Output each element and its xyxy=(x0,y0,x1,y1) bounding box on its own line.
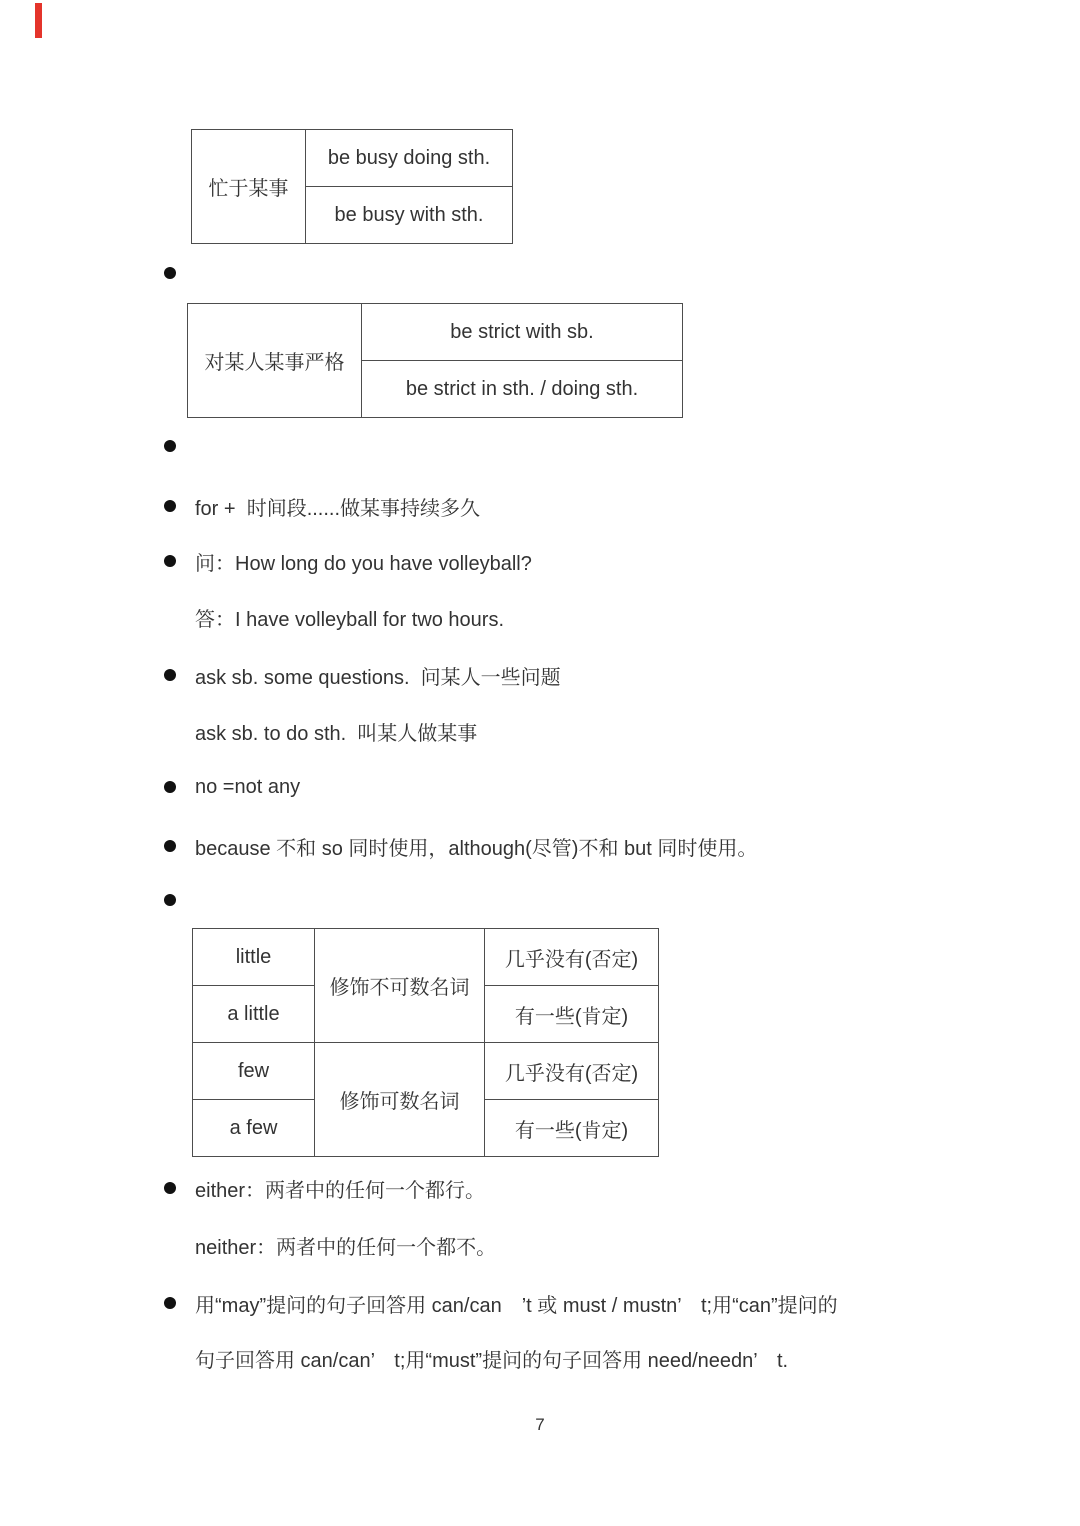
bullet-icon xyxy=(164,1297,176,1309)
list-item-ask-to-do xyxy=(164,717,477,745)
list-item-text: because 不和 so 同时使用，although(尽管)不和 but 同时使用。 xyxy=(195,837,758,860)
list-item-text: neither：两者中的任何一个都不。 xyxy=(195,1236,497,1259)
page-number: 7 xyxy=(535,1415,545,1434)
list-item-for-duration xyxy=(164,492,480,520)
list-item-text: 句子回答用 can/can’ t;用“must”提问的句子回答用 need/needn’ t. xyxy=(195,1349,789,1372)
list-item-text: for + 时间段......做某事持续多久 xyxy=(195,497,481,520)
list-item-because xyxy=(164,832,757,860)
strict-phrases-table xyxy=(187,303,683,418)
table-cell-a-little-meaning: 有一些(肯定) xyxy=(485,986,659,1043)
list-item-question xyxy=(164,547,532,575)
list-item-empty xyxy=(164,432,195,460)
bullet-icon xyxy=(164,267,176,279)
list-item-empty xyxy=(164,259,195,287)
list-item-text: 问：How long do you have volleyball? xyxy=(195,552,532,575)
list-item-neither xyxy=(164,1231,496,1259)
red-corner-mark xyxy=(35,3,42,38)
table-cell-strict-row2: be strict in sth. / doing sth. xyxy=(362,361,683,418)
bullet-icon xyxy=(164,669,176,681)
table-cell-busy-row1: be busy doing sth. xyxy=(306,130,513,187)
busy-phrases-table xyxy=(191,129,513,244)
list-item-empty xyxy=(164,886,195,914)
table-cell-few: few xyxy=(193,1043,315,1100)
table-cell-busy-label: 忙于某事 xyxy=(192,130,306,244)
list-item-text: 用“may”提问的句子回答用 can/can ’t 或 must / mustn’ t;用“can”提问的 xyxy=(195,1294,838,1317)
bullet-icon xyxy=(164,500,176,512)
list-item-may-rule-1 xyxy=(164,1289,838,1317)
list-item-text: ask sb. some questions. 问某人一些问题 xyxy=(195,666,561,689)
bullet-icon xyxy=(164,781,176,793)
quantifier-table xyxy=(192,928,659,1157)
list-item-text: no =not any xyxy=(195,775,301,798)
list-item-ask-questions xyxy=(164,661,561,689)
table-cell-uncountable: 修饰不可数名词 xyxy=(315,929,485,1043)
bullet-icon xyxy=(164,440,176,452)
table-cell-strict-row1: be strict with sb. xyxy=(362,304,683,361)
list-item-either xyxy=(164,1174,485,1202)
list-item-text: 答：I have volleyball for two hours. xyxy=(195,608,505,631)
table-cell-little-meaning: 几乎没有(否定) xyxy=(485,929,659,986)
list-item-text: either：两者中的任何一个都行。 xyxy=(195,1179,486,1202)
bullet-icon xyxy=(164,894,176,906)
table-cell-a-little: a little xyxy=(193,986,315,1043)
bullet-icon xyxy=(164,1182,176,1194)
table-cell-countable: 修饰可数名词 xyxy=(315,1043,485,1157)
table-cell-strict-label: 对某人某事严格 xyxy=(188,304,362,418)
list-item-text: ask sb. to do sth. 叫某人做某事 xyxy=(195,722,478,745)
table-cell-few-meaning: 几乎没有(否定) xyxy=(485,1043,659,1100)
bullet-icon xyxy=(164,840,176,852)
list-item-no-not-any xyxy=(164,773,300,801)
table-cell-little: little xyxy=(193,929,315,986)
list-item-answer xyxy=(164,603,504,631)
bullet-icon xyxy=(164,555,176,567)
table-cell-a-few: a few xyxy=(193,1100,315,1157)
table-cell-busy-row2: be busy with sth. xyxy=(306,187,513,244)
list-item-may-rule-2 xyxy=(164,1344,788,1372)
table-cell-a-few-meaning: 有一些(肯定) xyxy=(485,1100,659,1157)
